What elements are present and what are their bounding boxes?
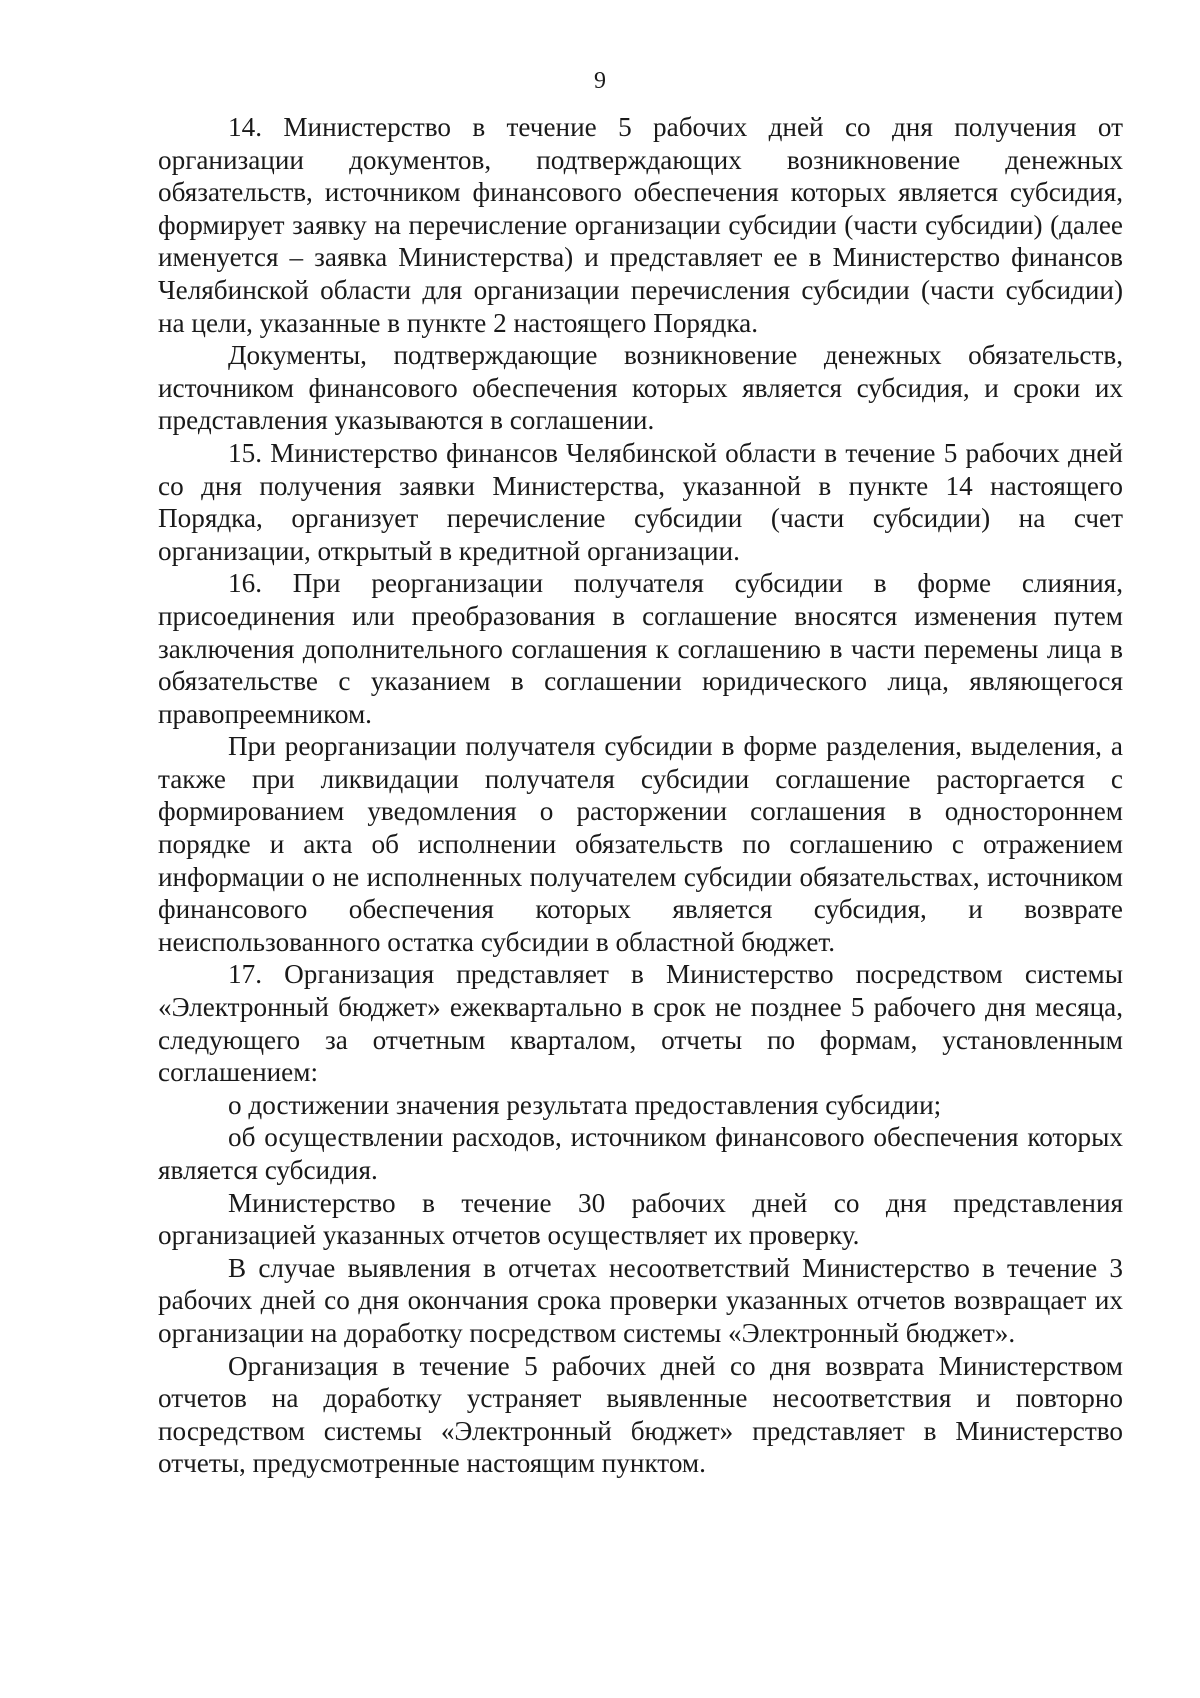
document-body — [158, 111, 1123, 1480]
paragraph-reorganization-separation: При реорганизации получателя субсидии в форме разделения, выделения, а также при ликвидации получателя субсидии соглашение расторгается с формированием уведомления о расторжении соглашения в одностороннем порядке и акта об исполнении обязательств по соглашению с отражением информации о не исполненных получателем субсидии обязательствах, источником финансового обеспечения которых является субсидия, и возврате неиспользованного остатка субсидии в областной бюджет. — [158, 731, 1123, 957]
paragraph-report-expenses: об осуществлении расходов, источником финансового обеспечения которых является субсидия. — [158, 1122, 1123, 1185]
paragraph-rework-resubmit: Организация в течение 5 рабочих дней со дня возврата Министерством отчетов на доработку устраняет выявленные несоответствия и повторно посредством системы «Электронный бюджет» представляет в Министерство отчеты, предусмотренные настоящим пунктом. — [158, 1350, 1123, 1479]
paragraph-item-14: 14. Министерство в течение 5 рабочих дней со дня получения от организации документов, подтверждающих возникновение денежных обязательств, источником финансового обеспечения которых является субсидия, формирует заявку на перечисление организации субсидии (части субсидии) (далее именуется – заявка Министерства) и представляет ее в Министерство финансов Челябинской области для организации перечисления субсидии (части субсидии) на цели, указанные в пункте 2 настоящего Порядка. — [158, 112, 1123, 338]
paragraph-ministry-check: Министерство в течение 30 рабочих дней со дня представления организацией указанных отчетов осуществляет их проверку. — [158, 1187, 1123, 1251]
page-number: 9 — [594, 68, 606, 94]
paragraph-discrepancies-return: В случае выявления в отчетах несоответствий Министерство в течение 3 рабочих дней со дня окончания срока проверки указанных отчетов возвращает их организации на доработку посредством системы «Электронный бюджет». — [158, 1252, 1123, 1348]
paragraph-item-17: 17. Организация представляет в Министерство посредством системы «Электронный бюджет» ежеквартально в срок не позднее 5 рабочего дня месяца, следующего за отчетным кварталом, отчеты по формам, установленным соглашением: — [158, 959, 1123, 1088]
paragraph-report-result: о достижении значения результата предоставления субсидии; — [228, 1089, 942, 1120]
paragraph-documents-obligations: Документы, подтверждающие возникновение денежных обязательств, источником финансового обеспечения которых является субсидия, и сроки их представления указываются в соглашении. — [158, 340, 1123, 436]
paragraph-item-16: 16. При реорганизации получателя субсидии в форме слияния, присоединения или преобразования в соглашение вносятся изменения путем заключения дополнительного соглашения к соглашению в части перемены лица в обязательстве с указанием в соглашении юридического лица, являющегося правопреемником. — [158, 568, 1123, 729]
paragraph-item-15: 15. Министерство финансов Челябинской области в течение 5 рабочих дней со дня получения заявки Министерства, указанной в пункте 14 настоящего Порядка, организует перечисление субсидии (части субсидии) на счет организации, открытый в кредитной организации. — [158, 437, 1123, 566]
